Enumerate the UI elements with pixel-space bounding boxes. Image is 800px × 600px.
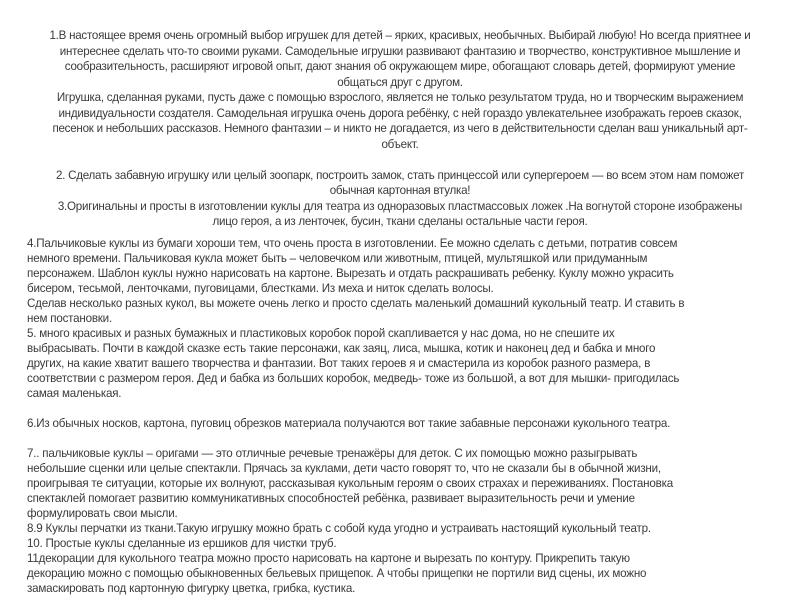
text-line: лицо героя, а из ленточек, бусин, ткани сделаны остальные части героя. [212, 215, 588, 228]
text-line: сообразительность, расширяют игровой опыт, дают знания об окружающем мире, обогащают словарь детей, формируют умение [64, 60, 736, 73]
text-line: 5. много красивых и разных бумажных и пластиковых коробок порой скапливается у нас дома, но не спешите их [27, 327, 615, 340]
text-line [0, 152, 800, 168]
text-line: обычная картонная втулка! [329, 184, 471, 197]
text-line: объект. [381, 137, 419, 151]
text-line: песенок и небольших рассказов. Немного фантазии – и никто не догадается, из чего в действительности сделан ваш уникальный арт- [52, 122, 748, 135]
text-line: индивидуальности создателя. Самодельная игрушка очень дорога ребёнку, с ней гораздо увлекательнее изображать героев сказок, [58, 106, 742, 120]
text-line: 10. Простые куклы сделанные из ершиков для чистки труб. [27, 537, 337, 550]
text-line: декорацию можно с помощью обыкновенных бельевых прищепок. А чтобы прищепки не портили вид сцены, их можно [27, 567, 647, 580]
text-line: 2. Сделать забавную игрушку или целый зоопарк, построить замок, стать принцессой или супергероем — во всем этом нам поможет [55, 168, 745, 182]
text-line: спектаклей помогает развитию коммуникативных способностей ребёнка, развивает выразительность речи и умение [27, 492, 635, 505]
text-line: 3.Оригинальны и просты в изготовлении куклы для театра из одноразовых пластмассовых ложек .На вогнутой стороне изображены [57, 199, 743, 213]
text-line: общаться друг с другом. [337, 75, 463, 89]
text-line: небольшие сценки или целые спектакли. Прячась за куклами, дети часто говорят то, что не сказали бы в обычной жизни, [27, 462, 661, 475]
text-line: персонажем. Шаблон куклы нужно нарисовать на картоне. Вырезать и отдать раскрашивать ребенку. Куклу можно украсить [27, 267, 674, 280]
text-line: Сделав несколько разных кукол, вы можете очень легко и просто сделать маленький домашний кукольный театр. И ставить в [27, 297, 685, 310]
text-line: 6.Из обычных носков, картона, пуговиц обрезков материала получаются вот такие забавные персонажи кукольного театра. [27, 417, 671, 430]
text-line: самая маленькая. [27, 387, 122, 400]
text-line [27, 401, 787, 416]
text-line: выбрасывать. Почти в каждой сказке есть такие персонажи, как заяц, лиса, мышка, котик и наконец дед и бабка и много [27, 342, 656, 355]
text-line: нем постановки. [27, 312, 112, 325]
intro-text-block [0, 28, 800, 230]
text-line: соответствии с размером героя. Дед и бабка из больших коробок, медведь- тоже из большой, а вот для мышки- пригодилась [27, 372, 680, 385]
text-line: проигрывая те ситуации, которые их волнуют, рассказывая кукольным героям о своих страхах и переживаниях. Постановка [27, 477, 673, 490]
text-line: Игрушка, сделанная руками, пусть даже с помощью взрослого, является не только результатом труда, но и творческим выражением [56, 91, 744, 104]
text-line: бисером, тесьмой, ленточками, пуговицами, блестками. Из меха и ниток сделать волосы. [27, 282, 494, 295]
ideas-text-block [27, 236, 787, 596]
text-line: 7.. пальчиковые куклы – оригами — это отличные речевые тренажёры для деток. С их помощью можно разыгрывать [27, 447, 638, 460]
text-line: других, на какие хватит вашего творчества и фантазии. Вот таких героев я и смастерила из коробок разного размера, в [27, 357, 651, 370]
text-line: немного времени. Пальчиковая кукла может быть – человечком или животным, птицей, мультяшкой или придуманным [27, 252, 648, 265]
text-line [27, 431, 787, 446]
text-line: 11декорации для кукольного театра можно просто нарисовать на картоне и вырезать по контуру. Прикрепить такую [27, 552, 630, 565]
text-line: замаскировать под картонную фигурку цветка, грибка, кустика. [27, 582, 356, 595]
text-line: 1.В настоящее время очень огромный выбор игрушек для детей – ярких, красивых, необычных. Выбирай любую! Но всегда приятнее и [49, 29, 751, 42]
text-line: 8.9 Куклы перчатки из ткани.Такую игрушку можно брать с собой куда угодно и устраивать настоящий кукольный театр. [27, 522, 651, 535]
text-line: интереснее сделать что-то своими руками. Самодельные игрушки развивают фантазию и творчество, конструктивное мышление и [59, 44, 741, 58]
text-line: 4.Пальчиковые куклы из бумаги хороши тем, что очень проста в изготовлении. Ее можно сделать с детьми, потратив совсем [27, 237, 678, 250]
text-line: формулировать свои мысли. [27, 507, 178, 520]
